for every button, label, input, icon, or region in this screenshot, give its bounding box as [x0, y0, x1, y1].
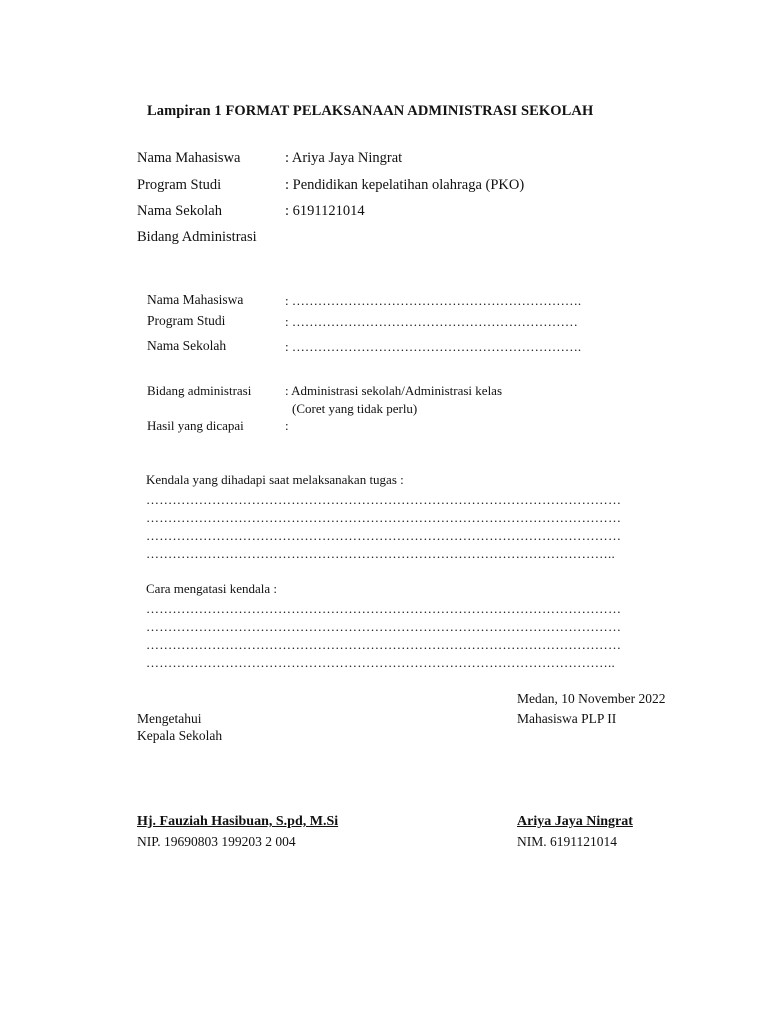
kendala-heading: Kendala yang dihadapi saat melaksanakan tugas :: [146, 472, 404, 487]
bidang-value: : Administrasi sekolah/Administrasi kelas: [285, 383, 503, 398]
form-study-program-label: Program Studi: [147, 313, 226, 328]
hasil-value: :: [285, 418, 289, 433]
bidang-note: (Coret yang tidak perlu): [292, 401, 418, 416]
place-date: Medan, 10 November 2022: [517, 691, 666, 706]
school-name-value: : 6191121014: [285, 203, 365, 219]
admin-field-label: Bidang Administrasi: [137, 229, 257, 245]
right-signer-role: Mahasiswa PLP II: [517, 711, 617, 726]
left-signer-nip: NIP. 19690803 199203 2 004: [137, 834, 296, 849]
cara-line: ………………………………………………………………………………………………: [146, 619, 622, 634]
form-student-name-label: Nama Mahasiswa: [147, 292, 244, 307]
kendala-line: ………………………………………………………………………………………………: [146, 510, 622, 525]
kendala-line: ……………………………………………………………………………………………..: [146, 546, 615, 561]
kendala-line: ………………………………………………………………………………………………: [146, 528, 622, 543]
student-name-value: : Ariya Jaya Ningrat: [285, 150, 403, 166]
cara-line: ……………………………………………………………………………………………..: [146, 655, 615, 670]
left-signer-name: Hj. Fauziah Hasibuan, S.pd, M.Si: [137, 814, 339, 829]
cara-heading: Cara mengatasi kendala :: [146, 581, 278, 596]
bidang-label: Bidang administrasi: [147, 383, 252, 398]
form-school-name-label: Nama Sekolah: [147, 338, 227, 353]
student-name-label: Nama Mahasiswa: [137, 150, 241, 166]
left-signer-title-2: Kepala Sekolah: [137, 728, 223, 743]
hasil-label: Hasil yang dicapai: [147, 418, 244, 433]
document-title: Lampiran 1 FORMAT PELAKSANAAN ADMINISTRASI SEKOLAH: [147, 103, 594, 119]
form-student-name-dots: : ………………………………………………………….: [285, 293, 582, 308]
study-program-value: : Pendidikan kepelatihan olahraga (PKO): [285, 177, 525, 193]
right-signer-name: Ariya Jaya Ningrat: [517, 814, 633, 829]
study-program-label: Program Studi: [137, 177, 222, 193]
kendala-line: ………………………………………………………………………………………………: [146, 492, 622, 507]
left-signer-title-1: Mengetahui: [137, 711, 202, 726]
cara-line: ………………………………………………………………………………………………: [146, 637, 622, 652]
cara-line: ………………………………………………………………………………………………: [146, 601, 622, 616]
form-study-program-dots: : …………………………………………………………: [285, 314, 578, 329]
school-name-label: Nama Sekolah: [137, 203, 222, 219]
form-school-name-dots: : ………………………………………………………….: [285, 339, 582, 354]
right-signer-nim: NIM. 6191121014: [517, 834, 617, 849]
